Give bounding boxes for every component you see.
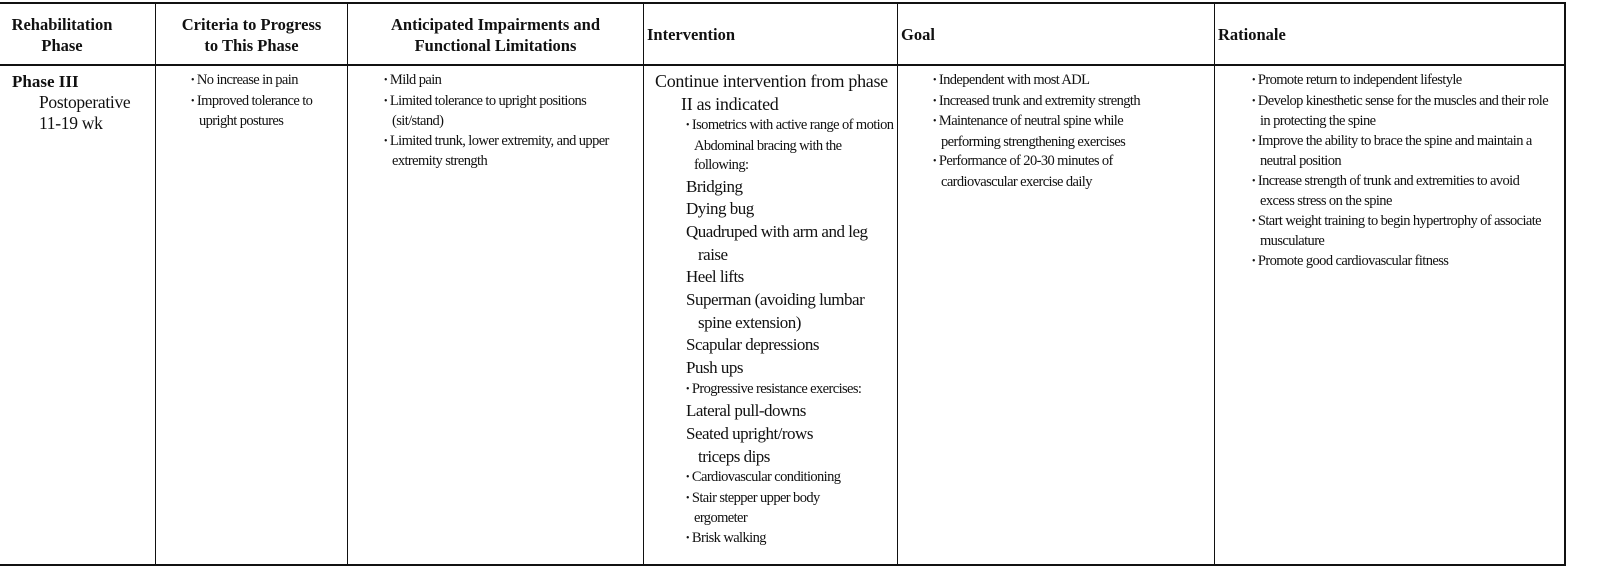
- rationale-item: • Increase strength of trunk and extremities to avoid excess stress on the spine: [1251, 172, 1552, 212]
- column-rationale: [1215, 4, 1566, 564]
- column-goal: [898, 4, 1215, 564]
- intervention-item: • Brisk walking: [685, 529, 865, 550]
- header-rationale: Rationale: [1215, 4, 1566, 66]
- header-impairments: Anticipated Impairments and Functional Limitations: [348, 4, 643, 66]
- phase-range: 11-19 wk: [39, 113, 103, 133]
- goal-item: • Performance of 20-30 minutes of cardiovascular exercise daily: [932, 152, 1174, 192]
- column-criteria: [156, 4, 348, 564]
- impairment-item: • Mild pain: [383, 71, 625, 92]
- impairment-item: • Limited tolerance to upright positions (sit/stand): [383, 92, 625, 132]
- intervention-item: • Cardiovascular conditioning: [685, 468, 865, 489]
- header-criteria: Criteria to Progress to This Phase: [156, 4, 347, 66]
- phase-label: Postoperative: [39, 92, 131, 112]
- rationale-item: • Promote good cardiovascular fitness: [1251, 252, 1552, 273]
- exercise-item: Scapular depressions: [686, 335, 820, 355]
- column-impairments: [348, 4, 644, 564]
- exercise-item: Bridging: [686, 176, 743, 196]
- exercise-item: Heel lifts: [686, 267, 744, 287]
- column-intervention: [644, 4, 898, 564]
- rationale-item: • Develop kinesthetic sense for the muscles and their role in protecting the spine: [1251, 92, 1552, 132]
- rationale-item: • Promote return to independent lifestyle: [1251, 71, 1552, 92]
- goal-item: • Maintenance of neutral spine while performing strengthening exercises: [932, 112, 1174, 152]
- exercise-item: Dying bug: [686, 199, 754, 219]
- intervention-item: • Stair stepper upper body ergometer: [685, 489, 865, 529]
- exercise-item: Push ups: [686, 358, 743, 378]
- column-phase: [0, 4, 156, 564]
- phase-name: Phase III: [12, 72, 79, 91]
- exercise-item: Superman (avoiding lumbar spine extension): [686, 290, 865, 332]
- criteria-item: • No increase in pain: [190, 71, 341, 92]
- criteria-item: • Improved tolerance to upright postures: [190, 92, 341, 132]
- rationale-item: • Improve the ability to brace the spine and maintain a neutral position: [1251, 132, 1552, 172]
- header-intervention: Intervention: [644, 4, 897, 66]
- intervention-item: • Progressive resistance exercises:: [685, 380, 897, 401]
- intervention-intro: Continue intervention from phase II as indicated: [655, 71, 888, 114]
- rationale-item: • Start weight training to begin hypertrophy of associate musculature: [1251, 212, 1552, 252]
- exercise-item: Quadruped with arm and leg raise: [686, 221, 868, 264]
- header-goal: Goal: [898, 4, 1214, 66]
- exercise-item: Lateral pull-downs: [686, 401, 806, 421]
- impairment-item: • Limited trunk, lower extremity, and upper extremity strength: [383, 132, 625, 172]
- exercise-item: Seated upright/rows triceps dips: [686, 424, 813, 466]
- intervention-item: • Isometrics with active range of motion: [685, 116, 895, 137]
- goal-item: • Increased trunk and extremity strength: [932, 92, 1174, 113]
- header-phase: Rehabilitation Phase: [0, 4, 155, 66]
- rehab-phase-table: [0, 2, 1566, 566]
- intervention-bracing: Abdominal bracing with the following:: [694, 137, 842, 173]
- goal-item: • Independent with most ADL: [932, 71, 1174, 92]
